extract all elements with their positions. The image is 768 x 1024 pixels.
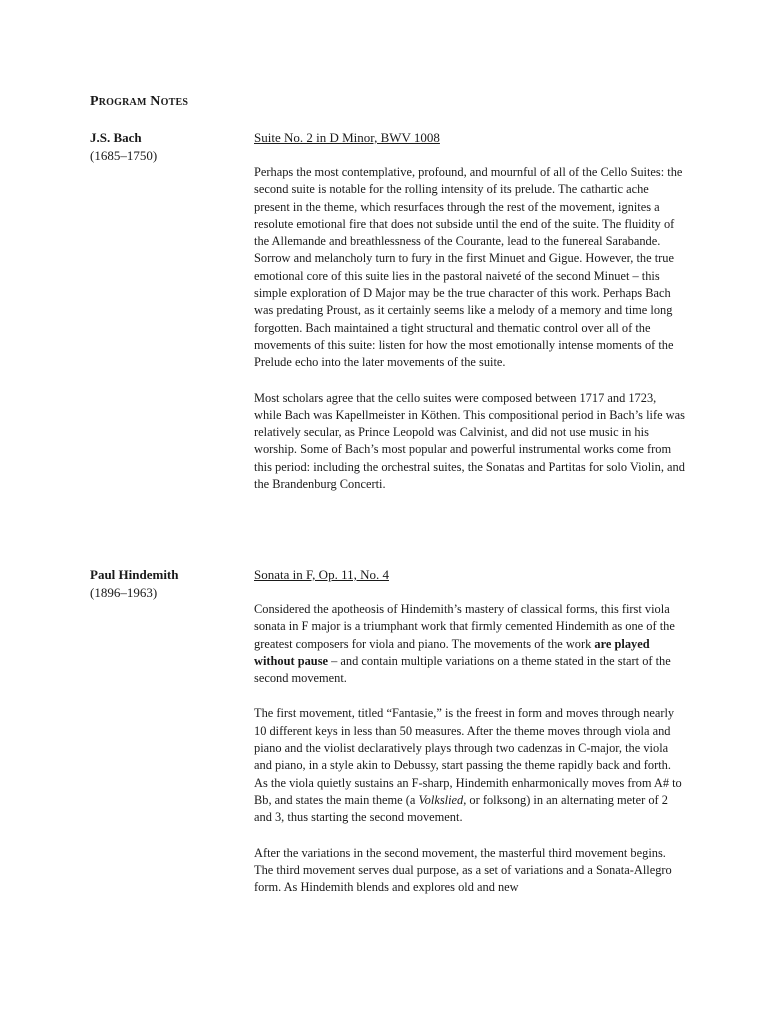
note-paragraph [254, 705, 686, 826]
note-paragraph: Perhaps the most contemplative, profound, and mournful of all of the Cello Suites: the second suite is notable for the rolling intensity of its prelude. The cathartic ache present in the theme, which resurfaces through the rest of the movement, ignites a resolute emotional fire that does not subside until the end of the suite. The fluidity of the Allemande and breathlessness of the Courante, lead to the funereal Sarabande. Sorrow and melancholy turn to fury in the first Minuet and Gigue. However, the true emotional core of this suite lies in the pastoral naiveté of the second Minuet – this simple exploration of D Major may be the true character of this work. Perhaps Bach was predating Proust, as it certainly seems like a melody of a memory and time long forgotten. Bach maintained a tight structural and thematic control over all of the movements of this suite: listen for how the most emotionally intense moments of the Prelude echo into the later movements of the suite. [254, 165, 683, 370]
composer-dates: (1896–1963) [90, 585, 158, 600]
text-run: – and contain multiple variations on a theme stated in the start of the second movement. [254, 653, 671, 686]
work-title: Suite No. 2 in D Minor, BWV 1008 [254, 130, 440, 145]
note-paragraph [254, 601, 686, 687]
composer-name: J.S. Bach [90, 130, 142, 145]
italic-term: Volkslied [418, 792, 464, 807]
composer-block [90, 566, 179, 602]
note-paragraph: After the variations in the second movement, the masterful third movement begins. The third movement serves dual purpose, as a set of variations and a Sonata-Allegro form. As Hindemith blends and explores old and new [254, 845, 672, 895]
text-run: Considered the apotheosis of Hindemith’s mastery of classical forms, this first viola sonata in F major is a triumphant work that firmly cemented Hindemith as one of the greatest composers for viola and piano. The movements of the work [254, 602, 675, 651]
text-run: The first movement, titled “Fantasie,” is the freest in form and moves through nearly 10 different keys in less than 50 measures. After the theme moves through viola and piano and the violist declaratively plays through two cadenzas in C-major, the viola and piano, in a style akin to Debussy, start passing the theme rapidly back and forth. As the viola quietly sustains an F-sharp, Hindemith enharmonically moves from A# to Bb, and states the main theme (a [254, 706, 682, 807]
notes-column [254, 129, 686, 511]
note-paragraph: Most scholars agree that the cello suites were composed between 1717 and 1723, while Bach was Kapellmeister in Köthen. This compositional period in Bach’s life was relatively secular, as Prince Leopold was Calvinist, and did not use music in his worship. Some of Bach’s most popular and powerful instrumental works come from this period: including the orchestral suites, the Sonatas and Partitas for solo Violin, and the Brandenburg Concerti. [254, 390, 685, 492]
notes-column [254, 566, 686, 914]
text-run: , or folksong) in an alternating meter of 2 and 3, thus starting the second movement. [254, 792, 668, 825]
work-title: Sonata in F, Op. 11, No. 4 [254, 567, 389, 582]
composer-dates: (1685–1750) [90, 148, 158, 163]
page-heading: Program Notes [90, 94, 189, 109]
bold-phrase: are played without pause [254, 636, 650, 668]
composer-name: Paul Hindemith [90, 567, 179, 582]
composer-block [90, 129, 157, 165]
